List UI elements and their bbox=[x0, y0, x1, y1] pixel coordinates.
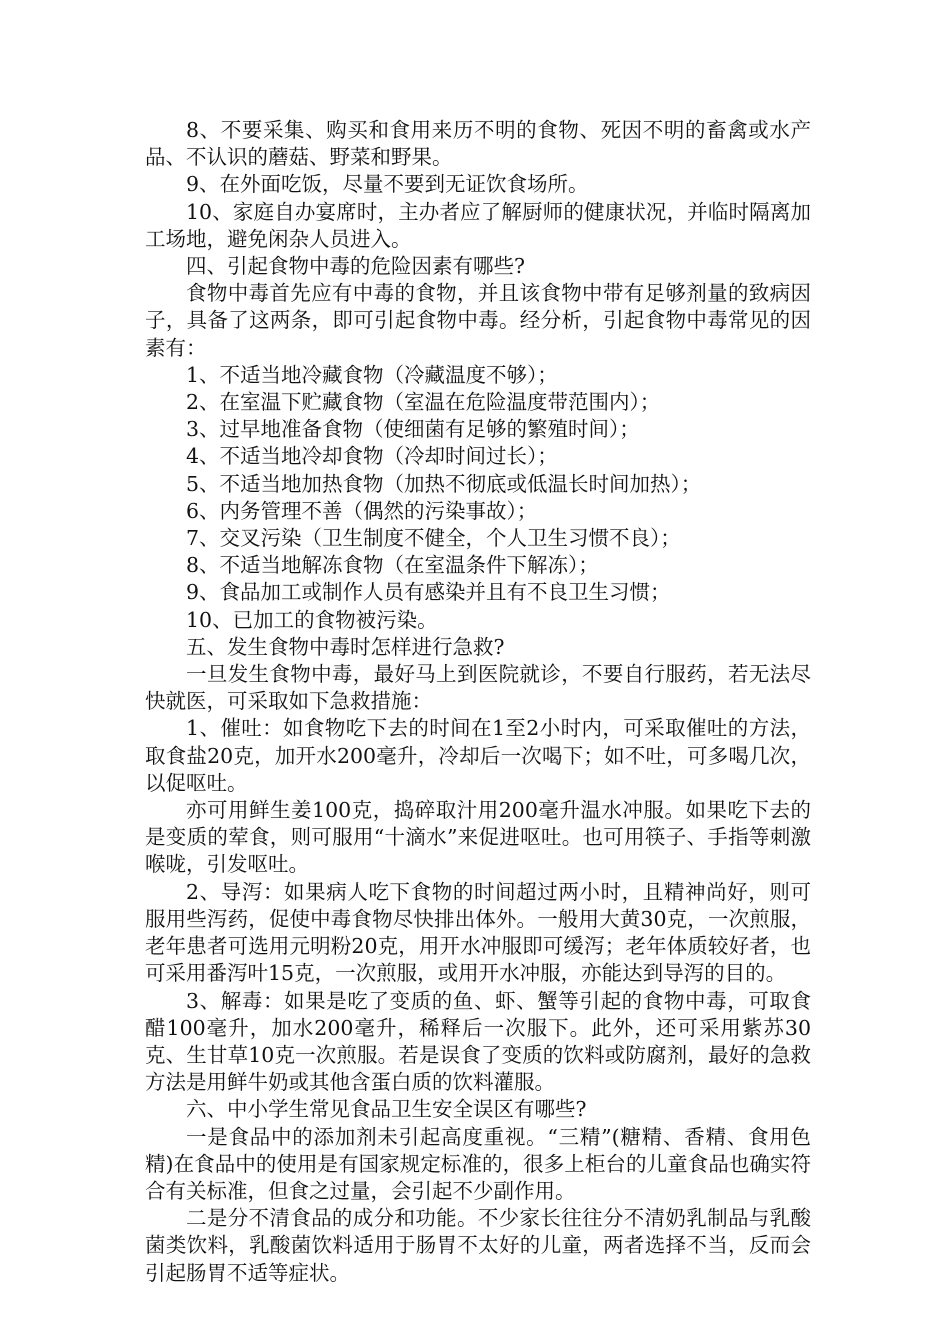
paragraph: 食物中毒首先应有中毒的食物，并且该食物中带有足够剂量的致病因子，具备了这两条，即可引起食物中毒。经分析，引起食物中毒常见的因素有： bbox=[145, 281, 811, 360]
list-item: 2、在室温下贮藏食物（室温在危险温度带范围内）； bbox=[186, 390, 661, 415]
list-item: 4、不适当地冷却食物（冷却时间过长）； bbox=[186, 444, 558, 469]
paragraph: 亦可用鲜生姜100克，捣碎取汁用200毫升温水冲服。如果吃下去的是变质的荤食，则可服用“十滴水”来促进呕吐。也可用筷子、手指等刺激喉咙，引发呕吐。 bbox=[145, 798, 811, 877]
list-item: 1、不适当地冷藏食物（冷藏温度不够）； bbox=[186, 362, 558, 387]
list-item: 3、过早地准备食物（使细菌有足够的繁殖时间）； bbox=[186, 417, 640, 442]
list-item: 7、交叉污染（卫生制度不健全，个人卫生习惯不良）； bbox=[186, 526, 681, 551]
section-heading: 四、引起食物中毒的危险因素有哪些? bbox=[186, 254, 525, 279]
paragraph: 3、解毒：如果是吃了变质的鱼、虾、蟹等引起的食物中毒，可取食醋100毫升，加水200毫升，稀释后一次服下。此外，还可采用紫苏30克、生甘草10克一次煎服。若是误食了变质的饮料或防腐剂，最好的急救方法是用鲜牛奶或其他含蛋白质的饮料灌服。 bbox=[145, 988, 811, 1095]
paragraph: 一旦发生食物中毒，最好马上到医院就诊，不要自行服药，若无法尽快就医，可采取如下急救措施： bbox=[145, 662, 811, 714]
list-item: 6、内务管理不善（偶然的污染事故）； bbox=[186, 498, 538, 523]
paragraph: 1、催吐：如食物吃下去的时间在1至2小时内，可采取催吐的方法，取食盐20克，加开水200毫升，冷却后一次喝下；如不吐，可多喝几次，以促呕吐。 bbox=[145, 716, 811, 795]
section-heading: 六、中小学生常见食品卫生安全误区有哪些? bbox=[186, 1097, 587, 1122]
paragraph: 9、在外面吃饭，尽量不要到无证饮食场所。 bbox=[186, 172, 589, 197]
section-heading: 五、发生食物中毒时怎样进行急救? bbox=[186, 634, 505, 659]
paragraph: 10、家庭自办宴席时，主办者应了解厨师的健康状况，并临时隔离加工场地，避免闲杂人员进入。 bbox=[145, 199, 811, 251]
list-item: 5、不适当地加热食物（加热不彻底或低温长时间加热）； bbox=[186, 471, 702, 496]
paragraph: 一是食品中的添加剂未引起高度重视。“三精”(糖精、香精、食用色精)在食品中的使用是有国家规定标准的，很多上柜台的儿童食品也确实符合有关标准，但食之过量，会引起不少副作用。 bbox=[145, 1124, 811, 1203]
paragraph: 2、导泻：如果病人吃下食物的时间超过两小时，且精神尚好，则可服用些泻药，促使中毒食物尽快排出体外。一般用大黄30克，一次煎服，老年患者可选用元明粉20克，用开水冲服即可缓泻；老年体质较好者，也可采用番泻叶15克，一次煎服，或用开水冲服，亦能达到导泻的目的。 bbox=[145, 879, 811, 986]
list-item: 8、不适当地解冻食物（在室温条件下解冻）； bbox=[186, 553, 599, 578]
list-item: 9、食品加工或制作人员有感染并且有不良卫生习惯； bbox=[186, 580, 671, 605]
document-body bbox=[145, 117, 811, 1287]
paragraph: 8、不要采集、购买和食用来历不明的食物、死因不明的畜禽或水产品、不认识的蘑菇、野菜和野果。 bbox=[145, 118, 811, 170]
paragraph: 二是分不清食品的成分和功能。不少家长往往分不清奶乳制品与乳酸菌类饮料，乳酸菌饮料适用于肠胃不太好的儿童，两者选择不当，反而会引起肠胃不适等症状。 bbox=[145, 1206, 811, 1285]
list-item: 10、已加工的食物被污染。 bbox=[186, 607, 438, 632]
